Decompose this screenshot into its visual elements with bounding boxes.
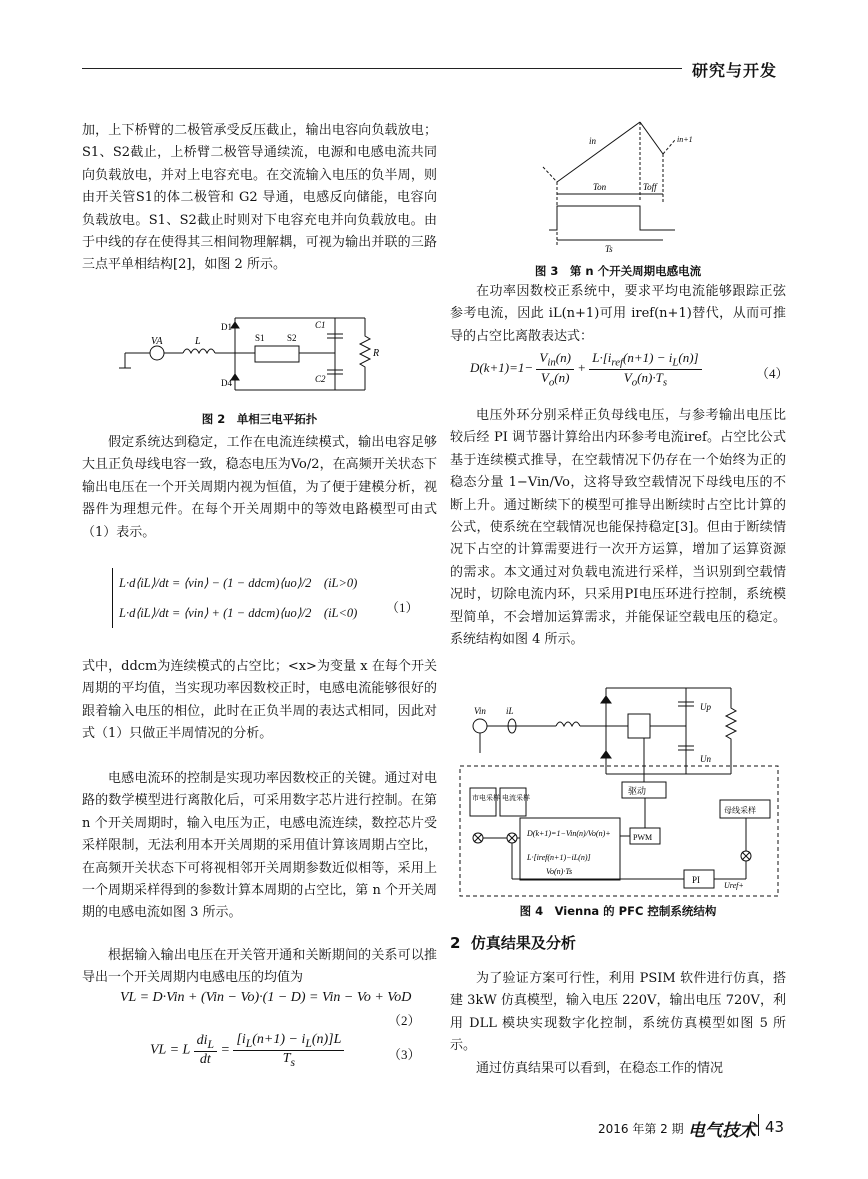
figure-2-caption: 图 2 单相三电平拓扑 <box>201 412 318 426</box>
equation-3-number: （3） <box>388 1047 421 1062</box>
fig4-vin-label: Vin <box>474 706 486 716</box>
fig4-duty-formula-line-1: D(k+1)=1−Vin(n)/Vo(n)+ <box>527 829 611 838</box>
fig3-in1-label: in+1 <box>677 135 693 144</box>
left-paragraph-4: 电感电流环的控制是实现功率因数校正的关键。通过对电路的数学模型进行离散化后，可采用数字芯片进行控制。在第 n 个开关周期时，输入电压为正，电感电流连续，数控芯片受采样限制，无法利用本开关周期的采用值计算该周期占空比，在高频开关状态下可将视相邻开关周期参数近似相等，采用上一个周期采样得到的参数计算本周期的占空比，第 n 个开关周期的电感电流如图 3 所示。 <box>82 771 437 921</box>
left-paragraph-3: 式中，ddcm为连续模式的占空比；<x>为变量 x 在每个开关周期的平均值，当实现功率因数校正时，电感电流能够很好的跟着输入电压的相位，此时在正负半周的表达式相同，因此对式（1）只做正半周情况的分析。 <box>82 659 437 742</box>
footer-brand: 电气技术 <box>688 1121 756 1141</box>
equation-3-fraction: $\frac{[i_L(n+1) - i_L(n)]L}{T_s}$ <box>233 1032 344 1069</box>
equation-4-fraction-2: $\frac{L\cdot[i_{ref}(n+1) - i_L(n)]}{V_o(n)\cdot T_s}$ <box>589 350 701 388</box>
fig2-c1-label: C1 <box>315 320 326 330</box>
section-number: 2 <box>450 934 461 952</box>
fig2-s2-label: S2 <box>287 333 297 343</box>
section-title: 仿真结果及分析 <box>470 934 576 952</box>
fig2-s1-label: S1 <box>255 333 265 343</box>
fig4-drive-label: 驱动 <box>628 786 647 796</box>
figure-4-caption: 图 4 Vienna 的 PFC 控制系统结构 <box>519 904 717 918</box>
fig4-pi-label: PI <box>692 875 701 885</box>
figure-3-waveform <box>535 112 710 257</box>
equation-4: D(k+1)=1− $\frac{V_{in}(n)}{V_o(n)}$ + $\frac{L\cdot[i_{ref}(n+1) - i_L(n)]}{V_o(n)\cdot T_s}$ <box>470 350 702 388</box>
left-paragraph-2: 假定系统达到稳定，工作在电流连续模式，输出电容足够大且正负母线电容一致，稳态电压为Vo/2，在高频开关状态下输出电压在一个开关周期内视为恒值，为了便于建模分析，视器件为理想元件。在每个开关周期中的等效电路模型可由式（1）表示。 <box>82 435 437 540</box>
equation-1-line-2: L·d⟨iL⟩/dt = ⟨vin⟩ + (1 − ddcm)⟨uo⟩/2 (iL<0) <box>119 606 358 620</box>
page-number: 43 <box>765 1118 785 1136</box>
fig3-ton-label: Ton <box>593 182 607 192</box>
fig2-r-label: R <box>373 348 380 359</box>
equation-1-number: （1） <box>386 600 419 615</box>
equation-3: VL = L $\frac{di_L}{dt}$ = $\frac{[i_L(n+1) - i_L(n)]L}{T_s}$ <box>150 1032 344 1069</box>
right-paragraph-4: 通过仿真结果可以看到，在稳态工作的情况 <box>476 1061 724 1076</box>
fig4-duty-formula-line-3: Vo(n)·Ts <box>546 867 573 876</box>
fig4-current-label: 电流采样 <box>502 794 530 802</box>
fig3-ts-label: Ts <box>605 244 613 254</box>
fig4-mains-label: 市电采样 <box>472 794 500 802</box>
equation-2-number: （2） <box>388 1013 421 1028</box>
section-heading <box>450 932 576 953</box>
equation-1-line-1: L·d⟨iL⟩/dt = ⟨vin⟩ − (1 − ddcm)⟨uo⟩/2 (iL>0) <box>119 576 358 590</box>
fig3-toff-label: Toff <box>643 182 657 192</box>
equation-3-lhs: VL = L <box>150 1042 191 1058</box>
right-paragraph-3: 为了验证方案可行性，利用 PSIM 软件进行仿真，搭建 3kW 仿真模型，输入电压 220V，输出电压 720V，利用 DLL 模块实现数字化控制，系统仿真模型如图 5 所示。 <box>450 971 786 1054</box>
equation-4-fraction-1: $\frac{V_{in}(n)}{V_o(n)}$ <box>536 350 574 388</box>
fig4-up-label: Up <box>700 702 711 712</box>
fig4-duty-formula-line-2: L·[iref(n+1)−iL(n)] <box>527 853 591 862</box>
footer-divider <box>758 1114 759 1136</box>
left-paragraph-5: 根据输入输出电压在开关管开通和关断期间的关系可以推导出一个开关周期内电感电压的均值为 <box>82 948 437 986</box>
left-paragraph-1: 加，上下桥臂的二极管承受反压截止，输出电容向负载放电；S1、S2截止，上桥臂二极管导通续流，电源和电感电流共同向负载放电，并对上电容充电。在交流输入电压的负半周，则由开关管S1的体二极管和 G2 导通，电感反向储能，电容向负载放电。S1、S2截止时则对下电容充电并向负载放电。由于中线的存在使得其三相间物理解耦，可视为输出并联的三路三点平单相结构[2]，如图 2 所示。 <box>82 123 437 273</box>
fig2-d1-label: D1 <box>221 322 232 332</box>
equation-4-number: （4） <box>756 366 789 381</box>
fig2-l-label: L <box>195 336 201 347</box>
right-paragraph-2: 电压外环分别采样正负母线电压，与参考输出电压比较后经 PI 调节器计算给出内环参考电流iref。占空比公式基于连续模式推导，在空载情况下仍存在一个始终为正的稳态分量 1−Vin/Vo，这将导致空载情况下母线电压的不断上升。通过断续下的模型可推导出断续时占空比计算的公式，使系统在空载情况也能保持稳定[3]。但由于断续情况下占空的计算需要进行一次开方运算，增加了运算资源的需求。本文通过对负载电流进行采样，当识别到空载情况时，切除电流内环，只采用PI电压环进行控制，系统模型简单，不会增加运算需求，并能保证空载电压的稳定。系统结构如图 4 所示。 <box>450 408 786 648</box>
figure-2-circuit <box>105 308 395 408</box>
fig2-d4-label: D4 <box>221 378 232 388</box>
figure-3-caption: 图 3 第 n 个开关周期电感电流 <box>534 264 702 278</box>
fig2-va-label: VA <box>151 336 163 347</box>
fig2-c2-label: C2 <box>315 374 326 384</box>
equation-3-derivative: $\frac{di_L}{dt}$ <box>194 1033 217 1068</box>
fig4-pwm-label: PWM <box>633 833 653 842</box>
figure-4-control-diagram <box>456 678 786 900</box>
right-paragraph-1: 在功率因数校正系统中，要求平均电流能够跟踪正弦参考电流，因此 iL(n+1)可用 iref(n+1)替代，从而可推导的占空比离散表达式： <box>450 284 786 344</box>
footer-issue: 2016 年第 2 期 <box>598 1122 684 1136</box>
fig4-bus-label: 母线采样 <box>724 806 756 815</box>
fig4-un-label: Un <box>700 754 711 764</box>
section-header: 研究与开发 <box>692 61 778 80</box>
equation-1 <box>112 568 389 628</box>
fig4-il-label: iL <box>506 706 514 716</box>
header-rule <box>82 68 682 69</box>
fig4-uref-label: Uref+ <box>724 881 744 890</box>
fig3-in-label: in <box>589 136 597 146</box>
equation-2: VL = D·Vin + (Vin − Vo)·(1 − D) = Vin − Vo + VoD <box>120 990 412 1005</box>
